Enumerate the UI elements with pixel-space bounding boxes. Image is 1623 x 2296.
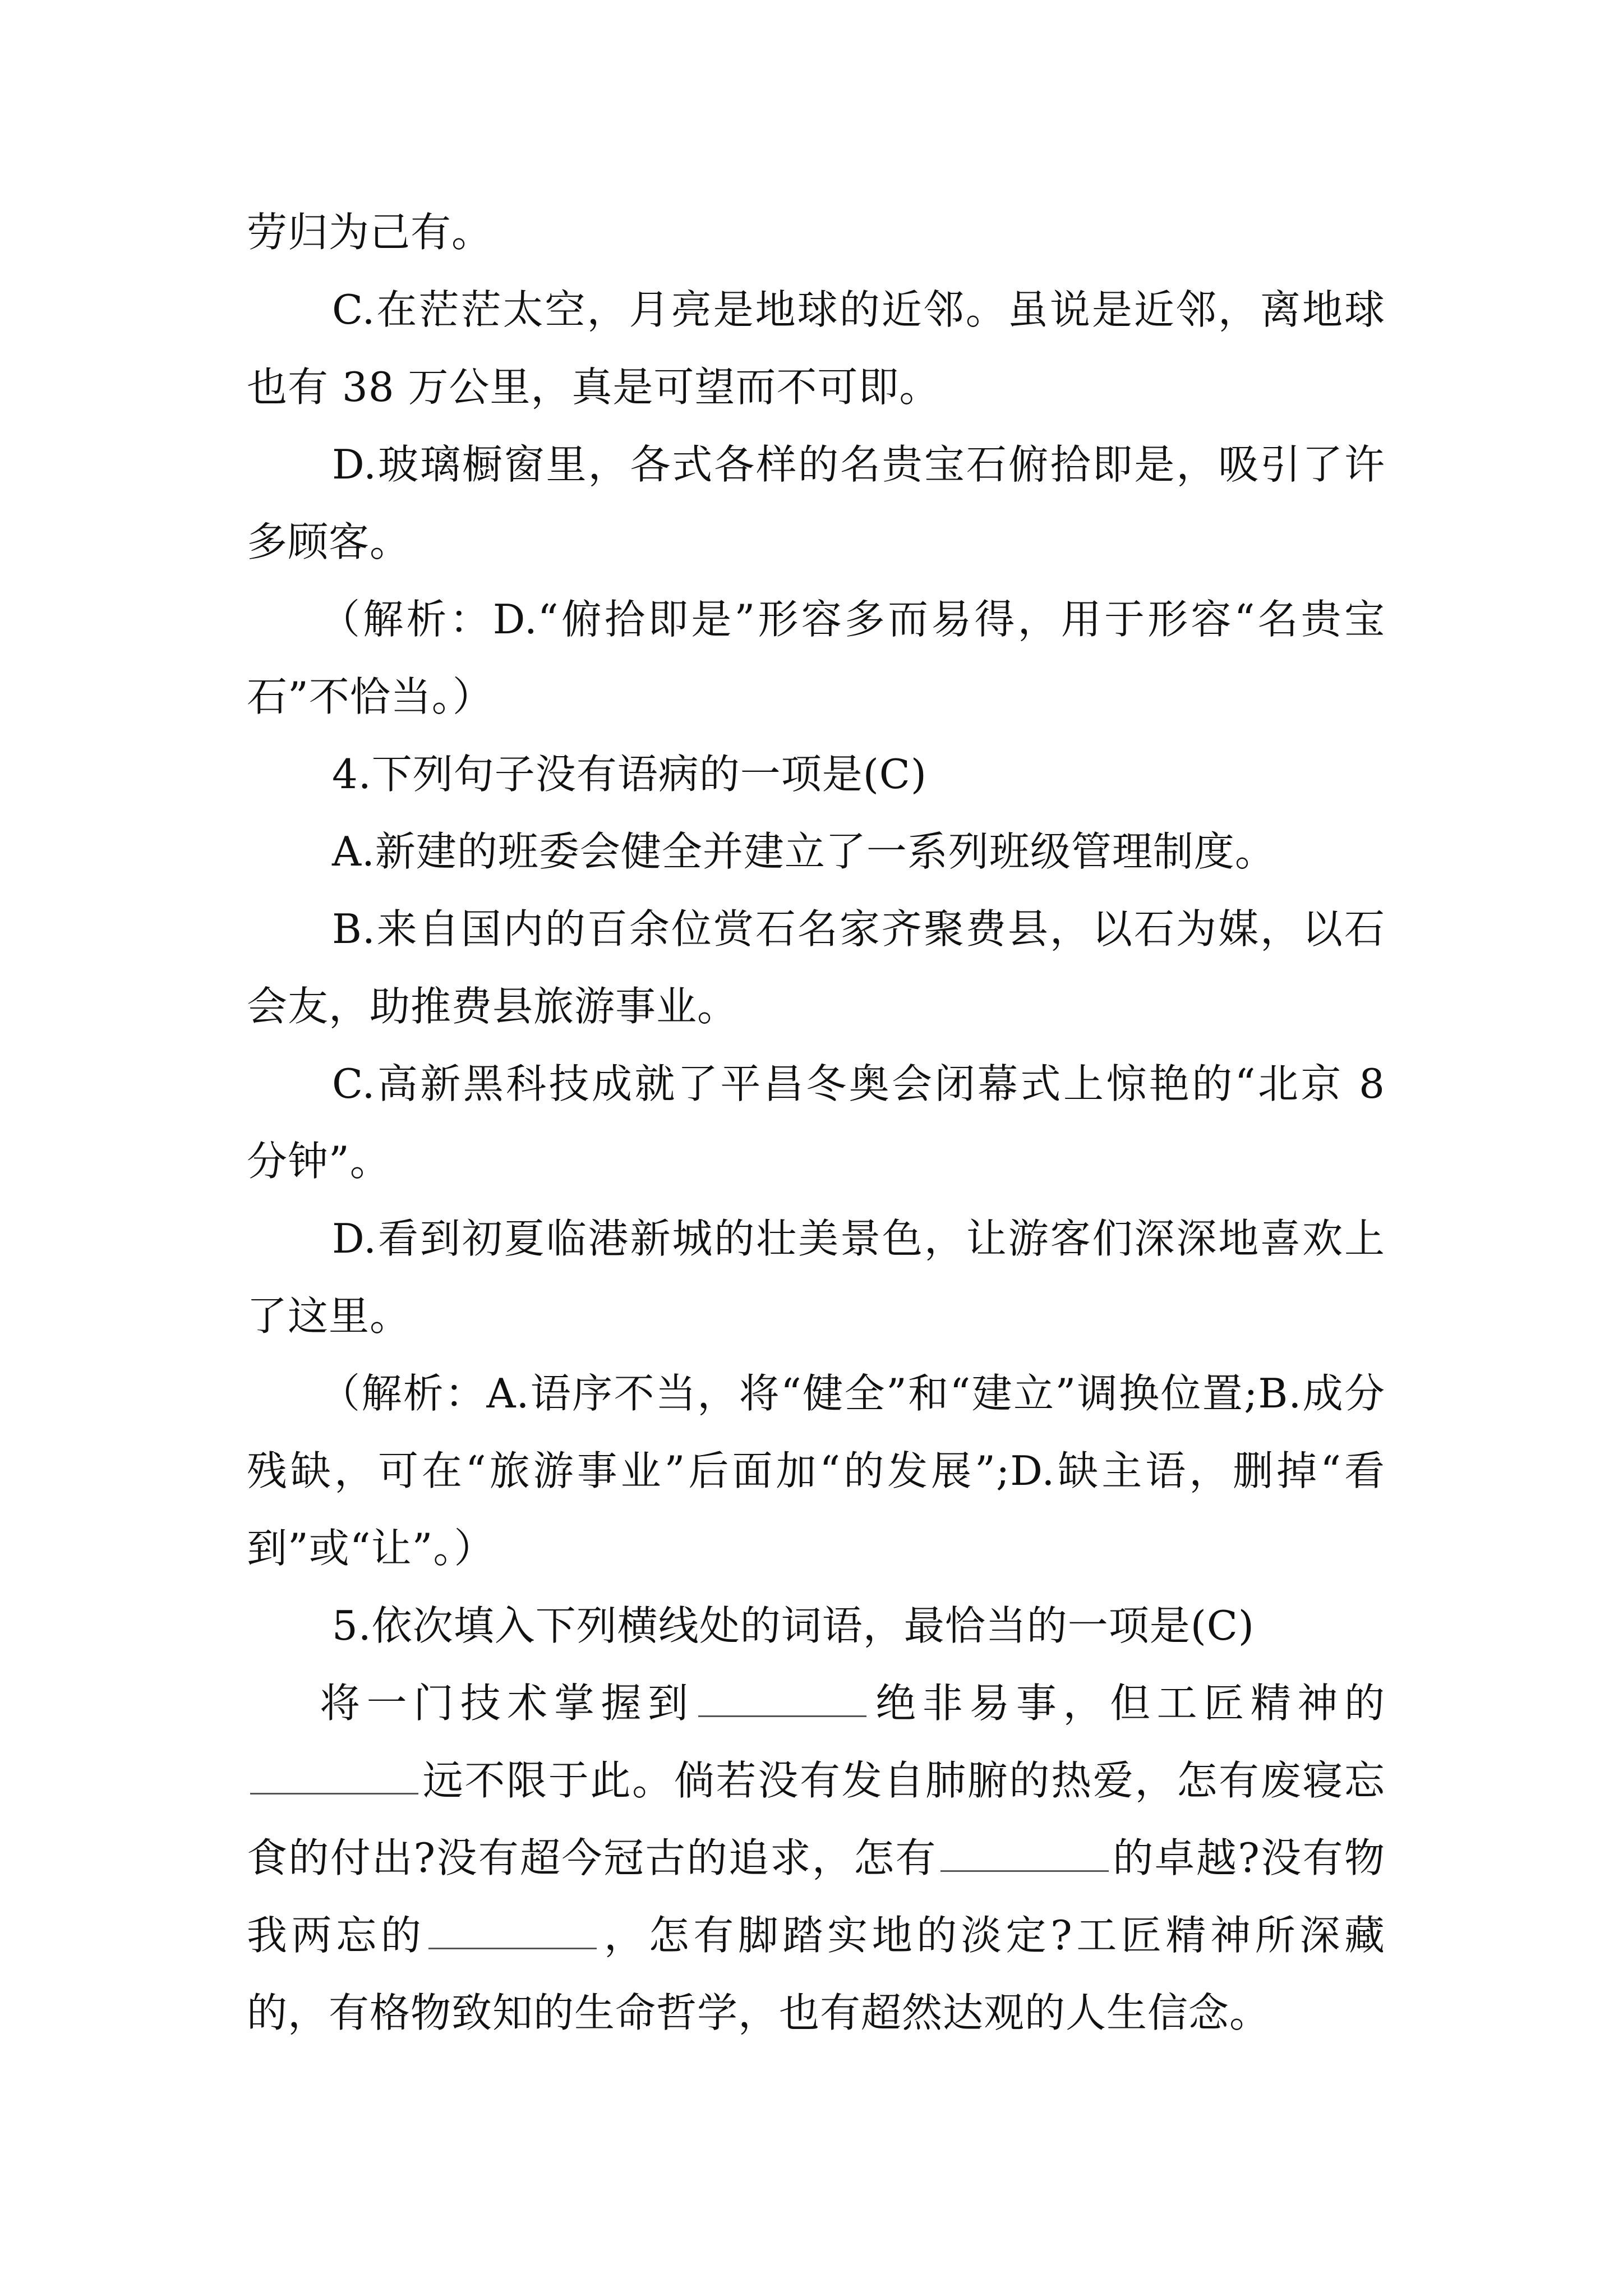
passage-segment: 绝非易事，但工匠精神的 bbox=[869, 1680, 1385, 1727]
analysis-q3: （解析：D.“俯拾即是”形容多而易得，用于形容“名贵宝石”不恰当。） bbox=[247, 596, 1385, 720]
question-5: 5.依次填入下列横线处的词语，最恰当的一项是(C) bbox=[332, 1602, 1255, 1649]
passage-segment: 将一门技术掌握到 bbox=[320, 1680, 695, 1727]
blank-line bbox=[940, 1834, 1109, 1872]
question-5-passage bbox=[247, 1664, 1385, 2051]
blank-line bbox=[428, 1912, 597, 1949]
document-body bbox=[247, 194, 1385, 2051]
passage-segment: ，怎有脚踏实地的淡定?工匠精神所深藏的，有格物致知的生命哲学，也有超然达观的人生信念。 bbox=[247, 1912, 1385, 2036]
option-c-q3: C.在茫茫太空，月亮是地球的近邻。虽说是近邻，离地球也有 38 万公里，真是可望而不可即。 bbox=[247, 286, 1385, 411]
paragraph-continuation: 劳归为己有。 bbox=[247, 209, 493, 256]
blank-line bbox=[698, 1680, 866, 1717]
passage-segment: 的卓越?没有物我两忘的 bbox=[247, 1834, 1385, 1959]
option-a-q4: A.新建的班委会健全并建立了一系列班级管理制度。 bbox=[332, 828, 1276, 875]
question-4: 4.下列句子没有语病的一项是(C) bbox=[332, 751, 927, 798]
passage-segment: 远不限于此。倘若没有发自肺腑的热爱，怎有废寝忘食的付出?没有超今冠古的追求，怎有 bbox=[247, 1757, 1385, 1881]
blank-line bbox=[250, 1757, 418, 1795]
analysis-q4: （解析：A.语序不当，将“健全”和“建立”调换位置;B.成分残缺，可在“旅游事业”后面加“的发展”;D.缺主语，删掉“看到”或“让”。） bbox=[247, 1370, 1385, 1572]
option-b-q4: B.来自国内的百余位赏石名家齐聚费县，以石为媒，以石会友，助推费县旅游事业。 bbox=[247, 905, 1385, 1030]
option-d-q3: D.玻璃橱窗里，各式各样的名贵宝石俯拾即是，吸引了许多顾客。 bbox=[247, 441, 1385, 565]
option-d-q4: D.看到初夏临港新城的壮美景色，让游客们深深地喜欢上了这里。 bbox=[247, 1215, 1385, 1340]
option-c-q4: C.高新黑科技成就了平昌冬奥会闭幕式上惊艳的“北京 8 分钟”。 bbox=[247, 1060, 1385, 1185]
